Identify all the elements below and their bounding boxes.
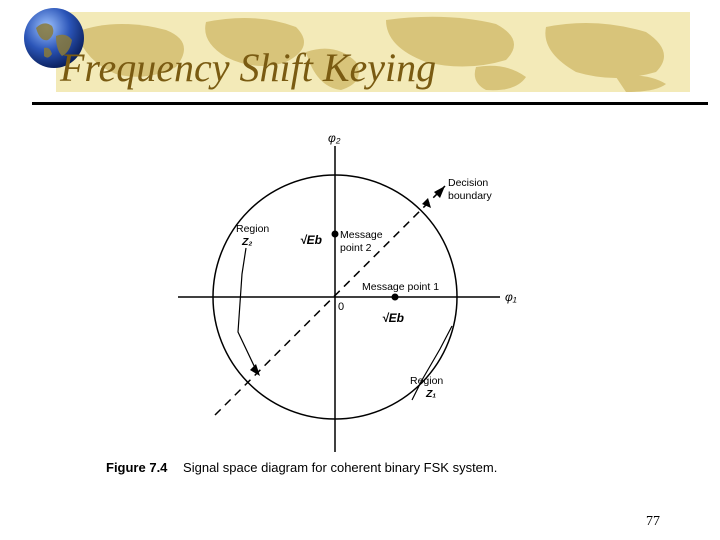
message-point-1 [392, 294, 399, 301]
region-z2-label: Region Z₂ [236, 223, 270, 248]
figure-caption-text: Signal space diagram for coherent binary FSK system. [183, 460, 498, 475]
figure-caption-label: Figure 7.4 [106, 460, 168, 475]
figure-caption [106, 460, 497, 475]
sqrt-eb-horizontal-label: √Eb [382, 311, 404, 325]
message-point2-label: Message point 2 [340, 229, 383, 254]
decision-boundary-label: Decision boundary [448, 177, 492, 202]
sqrt-eb-vertical-label: √Eb [300, 233, 322, 247]
message-point-2 [332, 231, 339, 238]
phi2-axis-label: φ₂ [328, 131, 341, 145]
message-point1-label: Message point 1 [362, 281, 440, 293]
signal-space-diagram [100, 124, 620, 480]
region-z1-label: Region Z₁ [410, 375, 444, 400]
origin-label: 0 [338, 301, 345, 313]
phi1-axis-label: φ₁ [505, 290, 517, 304]
page-number: 77 [646, 514, 660, 529]
slide-title: Frequency Shift Keying [60, 45, 437, 90]
title-divider [32, 102, 708, 105]
